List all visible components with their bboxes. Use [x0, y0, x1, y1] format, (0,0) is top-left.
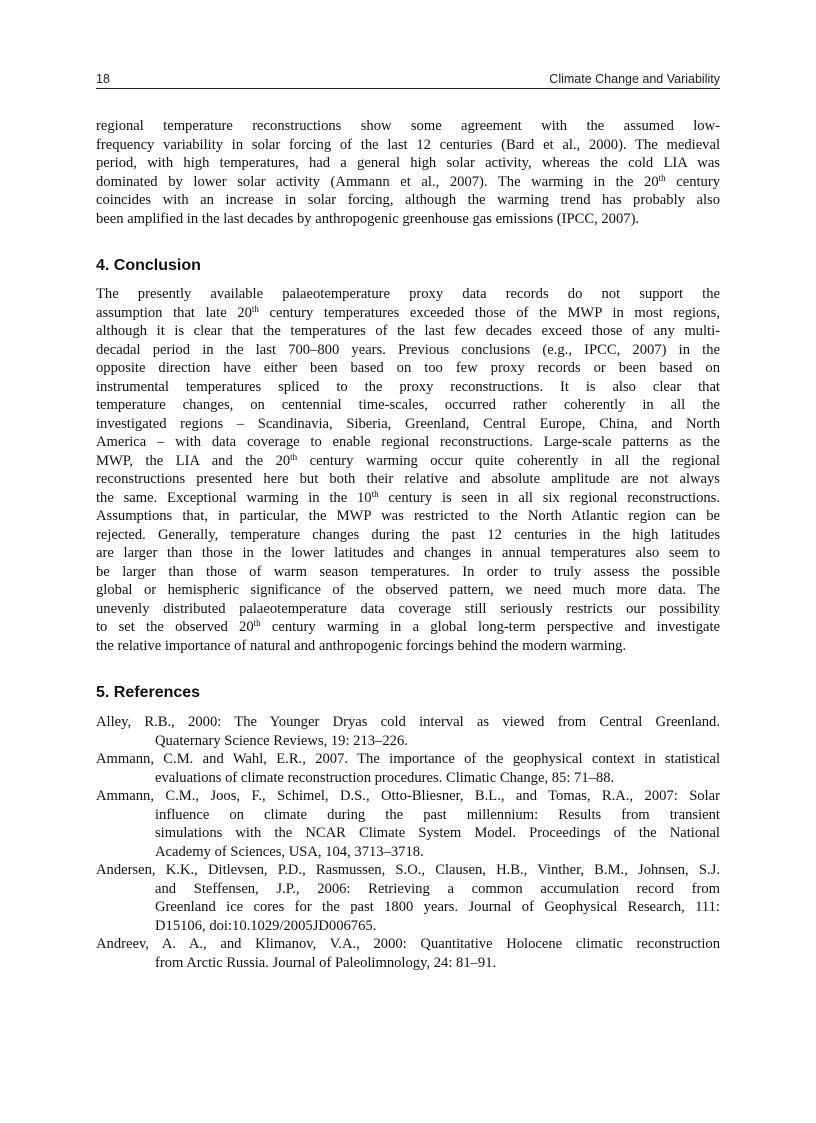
text-line: decadal period in the last 700–800 years. Previous conclusions (e.g., IPCC, 2007) in the [96, 341, 720, 358]
page-number: 18 [96, 72, 110, 86]
text-line: assumption that late 20th century temperatures exceeded those of the MWP in most regions, [96, 303, 720, 321]
reference-entry [96, 787, 720, 861]
reference-line: from Arctic Russia. Journal of Paleolimnology, 24: 81–91. [155, 954, 497, 971]
reference-line: Ammann, C.M. and Wahl, E.R., 2007. The importance of the geophysical context in statistical [96, 751, 720, 767]
text-line: frequency variability in solar forcing of the last 12 centuries (Bard et al., 2000). The medieval [96, 136, 720, 153]
text-line: regional temperature reconstructions show some agreement with the assumed low- [96, 118, 720, 134]
text-line: to set the observed 20th century warming in a global long-term perspective and investigate [96, 618, 720, 635]
text-line: unevenly distributed palaeotemperature data coverage still seriously restricts our possibility [96, 600, 720, 617]
reference-list [96, 713, 720, 972]
reference-line: simulations with the NCAR Climate System Model. Proceedings of the National [155, 825, 720, 841]
running-header [96, 72, 720, 89]
running-title: Climate Change and Variability [549, 72, 720, 86]
text-line: temperature changes, on centennial time-scales, occurred rather coherently in all the [96, 397, 720, 413]
reference-entry [96, 935, 720, 972]
section-heading-conclusion: 4. Conclusion [96, 257, 201, 274]
reference-line: Quaternary Science Reviews, 19: 213–226. [155, 732, 408, 749]
text-line: MWP, the LIA and the 20th century warming occur quite coherently in all the regional [96, 451, 720, 469]
text-line: opposite direction have either been based on too few proxy records or been based on [96, 360, 720, 376]
text-line: America – with data coverage to enable regional reconstructions. Large-scale patterns as the [96, 434, 720, 450]
ordinal-superscript: th [251, 303, 259, 314]
reference-line: Academy of Sciences, USA, 104, 3713–3718. [155, 843, 424, 860]
text-line: reconstructions presented here but both their relative and absolute amplitude are not always [96, 471, 720, 487]
ordinal-superscript: th [658, 172, 666, 183]
reference-entry [96, 750, 720, 787]
reference-line: and Steffensen, J.P., 2006: Retrieving a common accumulation record from [155, 880, 720, 897]
reference-line: evaluations of climate reconstruction procedures. Climatic Change, 85: 71–88. [155, 769, 615, 786]
conclusion-paragraph [96, 285, 720, 655]
text-line: Assumptions that, in particular, the MWP was restricted to the North Atlantic region can be [96, 508, 720, 524]
reference-line: Greenland ice cores for the past 1800 years. Journal of Geophysical Research, 111: [155, 899, 720, 915]
reference-line: Andreev, A. A., and Klimanov, V.A., 2000: Quantitative Holocene climatic reconstruction [96, 936, 720, 952]
reference-entry [96, 861, 720, 935]
text-line: the same. Exceptional warming in the 10th century is seen in all six regional reconstructions. [96, 488, 720, 506]
intro-paragraph [96, 117, 720, 228]
ordinal-superscript: th [253, 618, 261, 628]
text-line: the relative importance of natural and anthropogenic forcings behind the modern warming. [96, 637, 627, 654]
ordinal-superscript: th [371, 488, 379, 499]
reference-line: Alley, R.B., 2000: The Younger Dryas cold interval as viewed from Central Greenland. [96, 714, 720, 730]
reference-line: Ammann, C.M., Joos, F., Schimel, D.S., Otto-Bliesner, B.L., and Tomas, R.A., 2007: Solar [96, 788, 720, 804]
reference-line: influence on climate during the past millennium: Results from transient [155, 806, 720, 823]
text-line: coincides with an increase in solar forcing, although the warming trend has probably also [96, 192, 720, 208]
text-line: The presently available palaeotemperature proxy data records do not support the [96, 286, 720, 302]
text-line: investigated regions – Scandinavia, Siberia, Greenland, Central Europe, China, and North [96, 415, 720, 432]
text-line: are larger than those in the lower latitudes and changes in annual temperatures also seem to [96, 545, 720, 561]
text-line: been amplified in the last decades by anthropogenic greenhouse gas emissions (IPCC, 2007). [96, 210, 640, 227]
reference-line: D15106, doi:10.1029/2005JD006765. [155, 917, 377, 934]
text-line: although it is clear that the temperatures of the last few decades exceed those of any multi- [96, 323, 720, 339]
reference-line: Andersen, K.K., Ditlevsen, P.D., Rasmussen, S.O., Clausen, H.B., Vinther, B.M., Johnsen, S.J. [96, 862, 720, 878]
text-line: global or hemispheric significance of the observed pattern, we need much more data. The [96, 582, 720, 598]
text-line: rejected. Generally, temperature changes during the past 12 centuries in the high latitudes [96, 526, 720, 543]
ordinal-superscript: th [290, 451, 298, 462]
text-line: dominated by lower solar activity (Ammann et al., 2007). The warming in the 20th century [96, 172, 720, 190]
section-heading-references: 5. References [96, 684, 201, 701]
text-line: be larger than those of warm season temperatures. In order to truly assess the possible [96, 563, 720, 580]
text-line: instrumental temperatures spliced to the proxy reconstructions. It is also clear that [96, 378, 720, 395]
text-line: period, with high temperatures, had a general high solar activity, whereas the cold LIA was [96, 155, 720, 171]
reference-entry [96, 713, 720, 750]
